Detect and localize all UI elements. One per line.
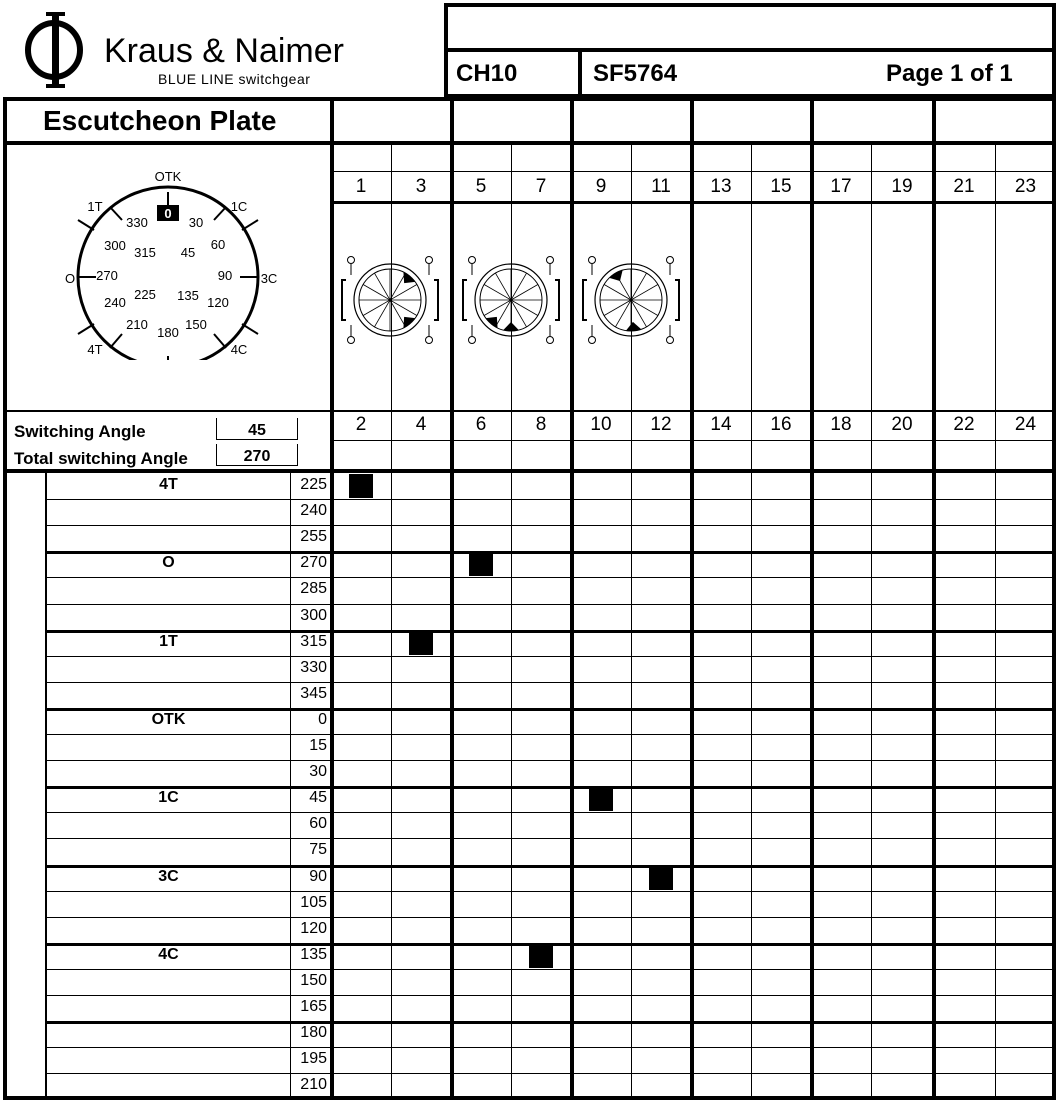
column-divider: [690, 97, 694, 1100]
row-rule: [45, 891, 1056, 892]
dial-angle-30: 30: [188, 215, 204, 230]
contact-closed-mark: [589, 787, 613, 811]
dial-angle-90: 90: [217, 268, 233, 283]
dial-angle-150: 150: [185, 317, 207, 332]
dial-angle-180: 180: [157, 325, 179, 340]
angle-value: 0: [318, 711, 327, 728]
terminal-top-label: 21: [953, 176, 975, 197]
escutcheon-title: Escutcheon Plate: [43, 105, 277, 136]
dial-angle-315: 315: [134, 245, 156, 260]
angle-value: 150: [300, 972, 327, 989]
dial-angle-270: 270: [96, 268, 118, 283]
dial-label-4c: 4C: [230, 342, 248, 357]
header-rule: [331, 201, 1056, 204]
angle-value: 345: [300, 685, 327, 702]
contact-diagram-icon: [338, 255, 698, 355]
contact-closed-mark: [349, 474, 373, 498]
dial-angle-45: 45: [180, 245, 196, 260]
angle-value: 225: [300, 476, 327, 493]
terminal-top-label: 5: [475, 176, 487, 197]
row-rule: [45, 917, 1056, 918]
terminal-bottom-label: 6: [475, 414, 487, 435]
dial-angle-0: 0: [164, 206, 172, 221]
angle-value: 30: [309, 763, 327, 780]
dial-angle-300: 300: [104, 238, 126, 253]
row-rule-major: [45, 1021, 1056, 1024]
angle-value: 90: [309, 868, 327, 885]
angle-value: 45: [309, 789, 327, 806]
position-label: OTK: [151, 711, 186, 728]
terminal-bottom-label: 22: [953, 414, 975, 435]
position-label: 3C: [158, 868, 179, 885]
dial-angle-330: 330: [126, 215, 148, 230]
dial-angle-240: 240: [104, 295, 126, 310]
total-switching-angle-value: 270: [216, 444, 298, 466]
column-divider: [450, 97, 454, 1100]
row-rule: [45, 812, 1056, 813]
position-label: 1C: [158, 789, 179, 806]
terminal-top-label: 3: [415, 176, 427, 197]
position-label: O: [162, 554, 175, 571]
angle-value: 60: [309, 815, 327, 832]
dial-label-otk: OTK: [154, 169, 182, 184]
angle-value: 270: [300, 554, 327, 571]
dial-angle-135: 135: [177, 288, 199, 303]
terminal-bottom-label: 24: [1014, 414, 1037, 435]
angle-value: 105: [300, 894, 327, 911]
position-label: 4T: [159, 476, 178, 493]
terminal-top-label: 1: [355, 176, 367, 197]
page-indicator: Page 1 of 1: [886, 60, 1013, 87]
terminal-bottom-label: 10: [590, 414, 612, 435]
row-rule: [45, 577, 1056, 578]
dial-label-3c: 3C: [260, 271, 278, 286]
dial-label-4t: 4T: [87, 342, 103, 357]
angle-value: 255: [300, 528, 327, 545]
series-label: CH10: [456, 60, 518, 87]
dial-label-o: O: [64, 271, 76, 286]
dial-angle-225: 225: [134, 287, 156, 302]
row-rule: [45, 682, 1056, 683]
terminal-bottom-label: 2: [355, 414, 367, 435]
header-rule: [331, 440, 1056, 441]
terminal-bottom-label: 12: [650, 414, 672, 435]
terminal-top-label: 9: [595, 176, 607, 197]
switching-angle-label: Switching Angle: [14, 422, 146, 441]
row-rule: [45, 760, 1056, 761]
terminal-top-label: 7: [535, 176, 547, 197]
angle-value: 210: [300, 1076, 327, 1093]
terminal-top-label: 17: [830, 176, 852, 197]
row-rule: [45, 1073, 1056, 1074]
row-rule: [45, 995, 1056, 996]
dial-angle-210: 210: [126, 317, 148, 332]
column-divider: [810, 97, 814, 1100]
angle-value: 240: [300, 502, 327, 519]
terminal-bottom-label: 18: [830, 414, 852, 435]
terminal-bottom-label: 8: [535, 414, 547, 435]
column-divider: [570, 97, 574, 1100]
switching-angle-value: 45: [216, 418, 298, 440]
header-rule: [331, 171, 1056, 172]
row-rule: [45, 604, 1056, 605]
row-rule: [45, 1047, 1056, 1048]
angle-value: 195: [300, 1050, 327, 1067]
dial-angle-120: 120: [207, 295, 229, 310]
column-divider: [330, 97, 334, 1100]
angle-value: 285: [300, 580, 327, 597]
header-rule: [331, 141, 1056, 145]
angle-value: 15: [309, 737, 327, 754]
part-number: SF5764: [593, 60, 678, 87]
header-rule: [331, 410, 1056, 412]
contact-closed-mark: [409, 631, 433, 655]
terminal-top-label: 13: [710, 176, 732, 197]
terminal-top-label: 11: [651, 176, 671, 197]
terminal-bottom-label: 14: [710, 414, 732, 435]
terminal-bottom-label: 4: [415, 414, 427, 435]
row-rule: [45, 656, 1056, 657]
angle-value: 180: [300, 1024, 327, 1041]
company-name: Kraus & Naimer: [104, 32, 344, 70]
contact-closed-mark: [649, 866, 673, 890]
row-rule: [45, 734, 1056, 735]
contact-closed-mark: [469, 552, 493, 576]
dial-angle-60: 60: [210, 237, 226, 252]
terminal-top-label: 19: [891, 176, 913, 197]
angle-value: 165: [300, 998, 327, 1015]
total-switching-angle-label: Total switching Angle: [14, 449, 188, 468]
row-rule: [45, 969, 1056, 970]
row-rule: [45, 499, 1056, 500]
dial-label-1t: 1T: [87, 199, 103, 214]
terminal-top-label: 23: [1014, 176, 1037, 197]
angle-value: 135: [300, 946, 327, 963]
column-divider: [932, 97, 936, 1100]
angle-value: 315: [300, 633, 327, 650]
dial-label-1c: 1C: [230, 199, 248, 214]
terminal-top-label: 15: [770, 176, 792, 197]
position-label: 1T: [159, 633, 178, 650]
row-rule: [45, 838, 1056, 839]
row-rule: [45, 525, 1056, 526]
angle-value: 300: [300, 607, 327, 624]
terminal-bottom-label: 20: [891, 414, 913, 435]
company-tagline: BLUE LINE switchgear: [158, 71, 311, 87]
contact-closed-mark: [529, 944, 553, 968]
angle-value: 120: [300, 920, 327, 937]
angle-value: 75: [309, 841, 327, 858]
terminal-bottom-label: 16: [770, 414, 792, 435]
angle-value: 330: [300, 659, 327, 676]
position-label: 4C: [158, 946, 179, 963]
